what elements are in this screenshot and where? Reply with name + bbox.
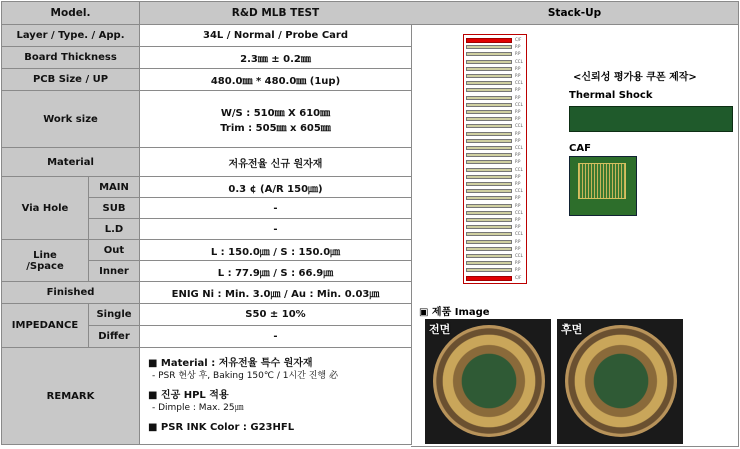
stackup-layer (466, 240, 512, 244)
via-main-value: 0.3 ¢ (A/R 150㎛) (140, 177, 412, 198)
stackup-layer-tag: CCL (515, 209, 523, 215)
stackup-layer (466, 261, 512, 265)
stackup-layer (466, 88, 512, 92)
stackup-layer (466, 204, 512, 208)
via-ld-label: L.D (89, 219, 140, 240)
stackup-layer (466, 52, 512, 56)
remark-dimple-note: - Dimple : Max. 25㎛ (152, 403, 244, 413)
via-main-label: MAIN (89, 177, 140, 198)
layer-value: 34L / Normal / Probe Card (140, 25, 412, 47)
stackup-layer (466, 254, 512, 258)
thickness-value: 2.3㎜ ± 0.2㎜ (140, 47, 412, 69)
layer-label: Layer / Type. / App. (2, 25, 140, 47)
stackup-layer (466, 146, 512, 150)
stackup-layer (466, 268, 512, 272)
thermal-shock-coupon-image (569, 106, 733, 132)
via-hole-label: Via Hole (2, 177, 89, 240)
stackup-layer-tag: P.P (515, 109, 521, 114)
stackup-layer-tag: P.P (515, 173, 521, 179)
finished-label: Finished (2, 282, 140, 304)
work-size-line-1: W/S : 510㎜ X 610㎜ (220, 108, 331, 119)
stackup-layer (466, 67, 512, 71)
stackup-layer-tag: P.P (515, 267, 521, 273)
stackup-layer-tag: P.P (515, 224, 521, 230)
stackup-layer-tag: CCL (515, 253, 523, 258)
stackup-layer (466, 117, 512, 121)
stackup-layer (466, 103, 512, 107)
coupon-title: <신뢰성 평가용 쿠폰 제작> (573, 72, 697, 83)
stackup-layer (466, 247, 512, 251)
remark-label: REMARK (2, 348, 140, 445)
stackup-layer-tag: P.P (515, 202, 521, 208)
impedance-single-label: Single (89, 304, 140, 326)
stackup-layer (466, 175, 512, 179)
stackup-layer (466, 160, 512, 164)
spec-table (1, 1, 412, 445)
stackup-layer (466, 124, 512, 128)
stackup-layer-tag: C/F (515, 274, 522, 280)
front-label: 전면 (429, 323, 451, 336)
stackup-layer-tag: CCL (515, 188, 523, 194)
pcb-size-value: 480.0㎜ * 480.0㎜ (1up) (140, 69, 412, 91)
stackup-layer (466, 38, 512, 43)
stackup-layer-tag: P.P (515, 116, 521, 122)
stackup-layer-tag: P.P (515, 152, 521, 158)
stackup-layer (466, 182, 512, 186)
stackup-layer (466, 74, 512, 78)
remark-hpl: ■ 진공 HPL 적용 (148, 390, 229, 401)
work-size-line-2: Trim : 505㎜ x 605㎜ (220, 123, 331, 134)
via-sub-label: SUB (89, 198, 140, 219)
remark-material-note: - PSR 현상 후, Baking 150℃ / 1시간 진행 必 (152, 371, 338, 381)
stackup-layer-tag: P.P (515, 137, 521, 143)
stackup-layer-tag: P.P (515, 130, 521, 136)
stackup-layer (466, 81, 512, 85)
stackup-layer-tag: C/F (515, 37, 522, 42)
impedance-single-value: S50 ± 10% (140, 304, 412, 326)
remark-material: ■ Material : 저유전율 특수 원자재 (148, 358, 313, 369)
stackup-layer-tag: P.P (515, 159, 521, 165)
line-inner-label: Inner (89, 261, 140, 282)
stackup-layer-tag: P.P (515, 94, 521, 100)
material-value: 저유전율 신규 원자재 (140, 148, 412, 177)
impedance-differ-value: - (140, 326, 412, 348)
stackup-layer-tag: P.P (515, 238, 521, 244)
stackup-layer-tag: P.P (515, 65, 521, 71)
stackup-layer (466, 232, 512, 236)
stackup-layer-tag: CCL (515, 145, 523, 150)
model-label: Model. (2, 2, 140, 25)
stackup-layer (466, 153, 512, 157)
stackup-header: Stack-Up (411, 2, 738, 25)
stackup-layer (466, 110, 512, 114)
remark-psr-ink: ■ PSR INK Color : G23HFL (148, 422, 295, 433)
via-sub-value: - (140, 198, 412, 219)
stackup-layer-tag: P.P (515, 217, 521, 222)
thickness-label: Board Thickness (2, 47, 140, 69)
stackup-layer-tag: P.P (515, 51, 521, 57)
stackup-layer (466, 45, 512, 49)
stackup-layer (466, 132, 512, 136)
stackup-layer-tag: CCL (515, 231, 523, 237)
impedance-label: IMPEDANCE (2, 304, 89, 348)
stackup-layer-tag: P.P (515, 245, 521, 251)
stackup-layer-tag: CCL (515, 101, 523, 107)
thermal-shock-label: Thermal Shock (569, 90, 653, 101)
model-value: R&D MLB TEST (140, 2, 412, 25)
impedance-differ-label: Differ (89, 326, 140, 348)
stackup-layer-tag: P.P (515, 73, 521, 78)
stackup-layer (466, 218, 512, 222)
line-inner-value: L : 77.9㎛ / S : 66.9㎛ (140, 261, 412, 282)
stackup-layer-tag: P.P (515, 44, 521, 50)
stackup-layer-tag: P.P (515, 195, 521, 201)
stackup-diagram (463, 34, 527, 284)
front-photo (425, 319, 551, 444)
work-size-value (140, 91, 412, 148)
work-size-label: Work size (2, 91, 140, 148)
stackup-layer-tag: P.P (515, 260, 521, 266)
stackup-layer-tag: CCL (515, 58, 523, 64)
remark-content (140, 348, 412, 445)
line-label: Line (33, 249, 57, 261)
caf-label: CAF (569, 143, 591, 154)
stackup-layer (466, 225, 512, 229)
stackup-layer-tag: P.P (515, 87, 521, 93)
line-out-value: L : 150.0㎛ / S : 150.0㎛ (140, 240, 412, 261)
back-label: 후면 (561, 323, 583, 336)
finished-value: ENIG Ni : Min. 3.0㎛ / Au : Min. 0.03㎛ (140, 282, 412, 304)
stackup-layer (466, 168, 512, 172)
stackup-layer-tag: CCL (515, 166, 523, 172)
stackup-layer-tag: CCL (515, 80, 523, 86)
stackup-layer (466, 189, 512, 193)
back-photo (557, 319, 683, 444)
via-ld-value: - (140, 219, 412, 240)
stackup-layer (466, 60, 512, 64)
line-space-label (2, 240, 89, 282)
stackup-layer (466, 96, 512, 100)
pcb-size-label: PCB Size / UP (2, 69, 140, 91)
stackup-layer (466, 211, 512, 215)
product-image-label: ▣ 제품 Image (419, 307, 490, 318)
space-label: /Space (26, 260, 64, 272)
stackup-layer (466, 139, 512, 143)
line-out-label: Out (89, 240, 140, 261)
material-label: Material (2, 148, 140, 177)
stackup-layer (466, 276, 512, 281)
caf-coupon-image (569, 156, 637, 216)
stackup-layer (466, 196, 512, 200)
stackup-panel (411, 1, 739, 447)
stackup-layer-tag: P.P (515, 181, 521, 186)
stackup-layer-tag: CCL (515, 123, 523, 129)
